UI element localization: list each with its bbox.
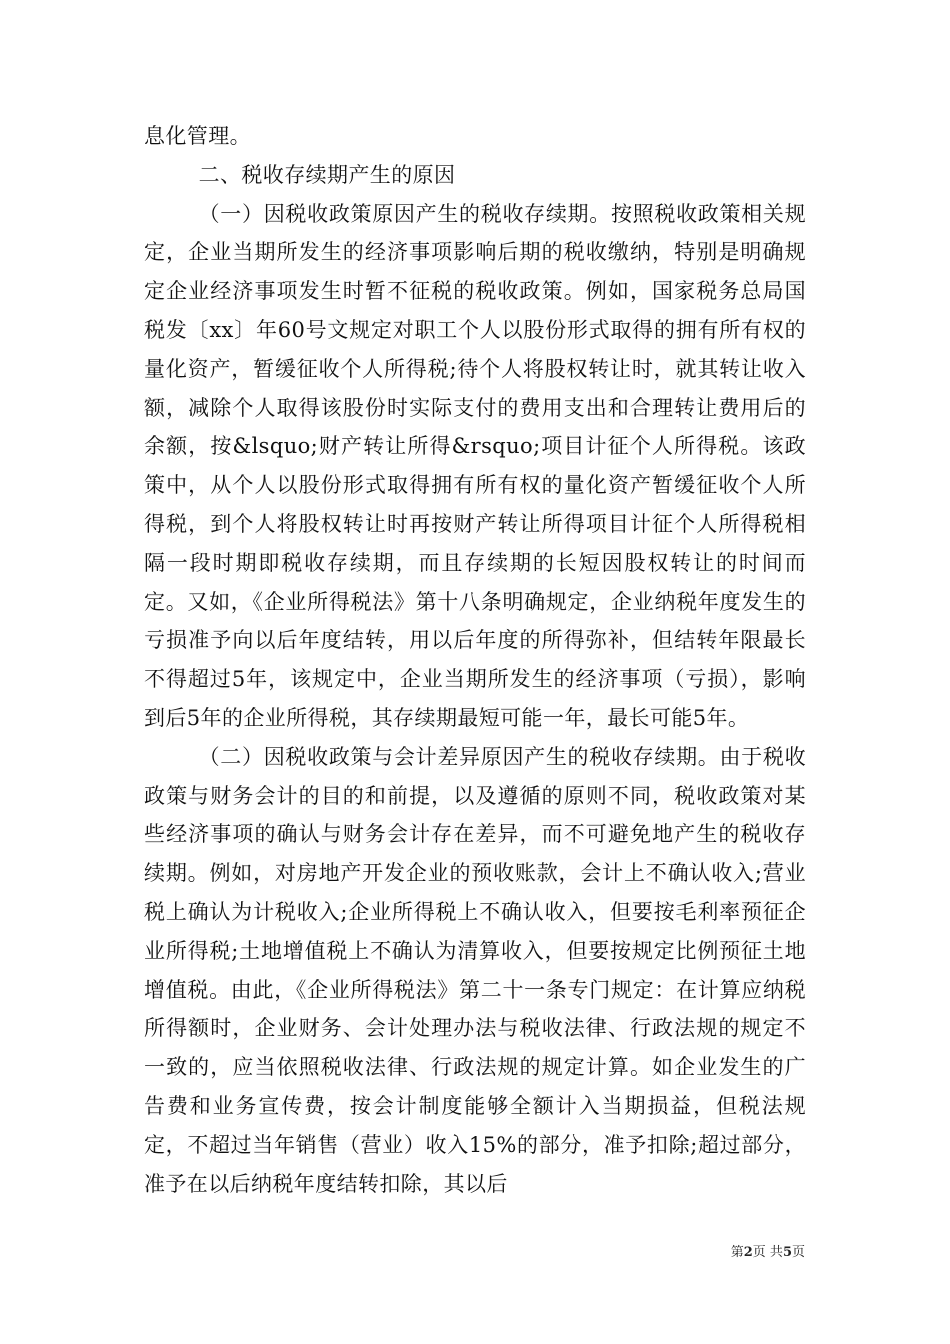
- footer-middle: 页 共: [752, 1245, 783, 1260]
- section-heading: 二、税收存续期产生的原因: [198, 162, 456, 187]
- total-pages-number: 5: [782, 1245, 792, 1260]
- document-body: [144, 117, 806, 1203]
- paragraph-2: （二）因税收政策与会计差异原因产生的税收存续期。由于税收政策与财务会计的目的和前提，以及遵循的原则不同，税收政策对某些经济事项的确认与财务会计存在差异，而不可避免地产生的税收存续期。例如，对房地产开发企业的预收账款，会计上不确认收入;营业税上确认为计税收入;企业所得税上不确认收入，但要按毛利率预征企业所得税;土地增值税上不确认为清算收入，但要按规定比例预征土地增值税。由此，《企业所得税法》第二十一条专门规定：在计算应纳税所得额时，企业财务、会计处理办法与税收法律、行政法规的规定不一致的，应当依照税收法律、行政法规的规定计算。如企业发生的广告费和业务宣传费，按会计制度能够全额计入当期损益，但税法规定，不超过当年销售（营业）收入15%的部分，准予扣除;超过部分，准予在以后纳税年度结转扣除，其以后: [144, 744, 806, 1196]
- footer-suffix: 页: [791, 1245, 805, 1260]
- paragraph-1: （一）因税收政策原因产生的税收存续期。按照税收政策相关规定，企业当期所发生的经济事项影响后期的税收缴纳，特别是明确规定企业经济事项发生时暂不征税的税收政策。例如，国家税务总局国税发〔xx〕年60号文规定对职工个人以股份形式取得的拥有所有权的量化资产，暂缓征收个人所得税;待个人将股权转让时，就其转让收入额，减除个人取得该股份时实际支付的费用支出和合理转让费用后的余额，按&lsquo;财产转让所得&rsquo;项目计征个人所得税。该政策中，从个人以股份形式取得拥有所有权的量化资产暂缓征收个人所得税，到个人将股权转让时再按财产转让所得项目计征个人所得税相隔一段时期即税收存续期，而且存续期的长短因股权转让的时间而定。又如，《企业所得税法》第十八条明确规定，企业纳税年度发生的亏损准予向以后年度结转，用以后年度的所得弥补，但结转年限最长不得超过5年，该规定中，企业当期所发生的经济事项（亏损），影响到后5年的企业所得税，其存续期最短可能一年，最长可能5年。: [144, 201, 806, 730]
- current-page-number: 2: [743, 1245, 753, 1260]
- continuation-text: 息化管理。: [144, 124, 251, 148]
- footer-prefix: 第: [730, 1245, 744, 1260]
- page-number-footer: [731, 1245, 805, 1261]
